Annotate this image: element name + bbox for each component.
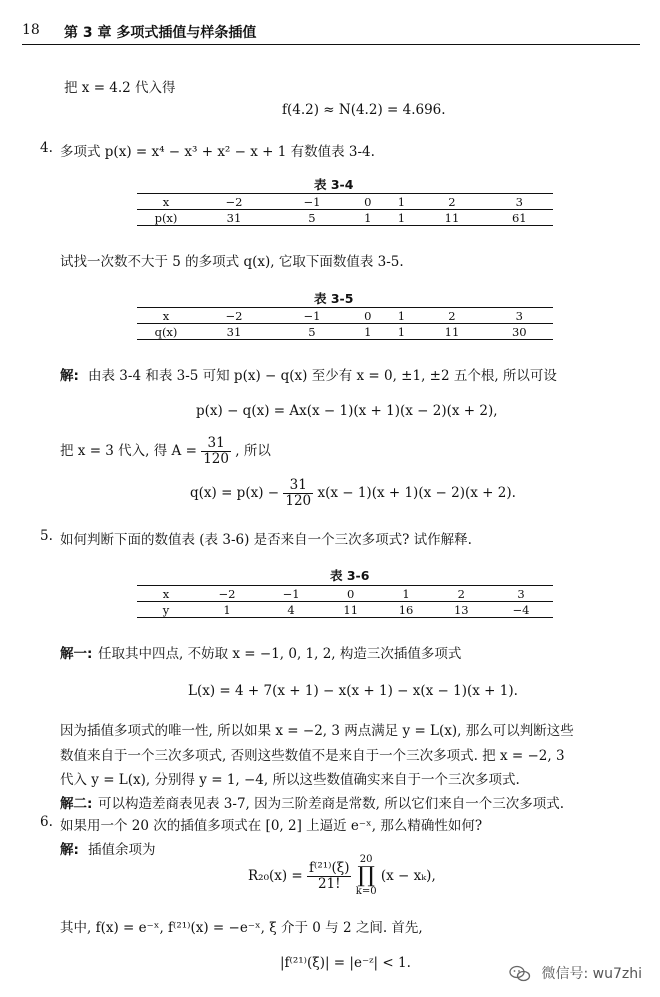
equation-rhs: (x − xₖ), xyxy=(380,868,436,884)
equation-pq-difference: p(x) − q(x) = Ax(x − 1)(x + 1)(x − 2)(x + 2), xyxy=(196,403,498,419)
table-3-5-caption: 表 3-5 xyxy=(314,291,354,306)
table-cell: q(x) xyxy=(137,324,195,340)
equation-bound: |f⁽²¹⁾(ξ)| = |e⁻ᶻ| < 1. xyxy=(280,955,411,971)
solution-label: 解: xyxy=(60,368,79,384)
table-cell: 4 xyxy=(259,602,323,618)
table-cell: 3 xyxy=(486,308,553,324)
equation-lhs: R₂₀(x) = xyxy=(248,868,303,884)
table-cell: 11 xyxy=(323,602,378,618)
table-cell: 2 xyxy=(418,308,485,324)
table-cell: 1 xyxy=(385,324,419,340)
table-3-5 xyxy=(137,307,553,340)
table-cell: 1 xyxy=(378,586,433,602)
paragraph-line: 代入 y = L(x), 分别得 y = 1, −4, 所以这些数值确实来自于一个三次多项式. xyxy=(60,772,520,788)
table-cell: 1 xyxy=(351,324,385,340)
intro-line: 把 x = 4.2 代入得 xyxy=(64,80,176,96)
table-cell: 0 xyxy=(351,308,385,324)
table-row xyxy=(137,324,553,340)
fraction-numerator: f⁽²¹⁾(ξ) xyxy=(309,859,350,876)
table-cell: 1 xyxy=(385,308,419,324)
table-cell: −1 xyxy=(259,586,323,602)
product-operator xyxy=(356,855,377,897)
substitution-post: , 所以 xyxy=(235,442,271,459)
fraction-denominator: 21! xyxy=(317,875,341,892)
table-cell: 30 xyxy=(486,324,553,340)
problem-4-text2: 试找一次数不大于 5 的多项式 q(x), 它取下面数值表 3-5. xyxy=(60,254,404,270)
table-cell: 11 xyxy=(418,210,485,226)
table-cell: y xyxy=(137,602,195,618)
chapter-title: 第 3 章 多项式插值与样条插值 xyxy=(64,25,257,41)
table-cell: 3 xyxy=(486,194,553,210)
fraction-remainder xyxy=(307,861,351,892)
table-3-6-caption: 表 3-6 xyxy=(330,568,370,583)
table-cell: −2 xyxy=(195,586,259,602)
equation-qx-post: x(x − 1)(x + 1)(x − 2)(x + 2). xyxy=(317,484,516,501)
problem-6-number: 6. xyxy=(40,814,53,830)
table-cell: 1 xyxy=(195,602,259,618)
table-cell: x xyxy=(137,586,195,602)
solution-2-text: 可以构造差商表见表 3-7, 因为三阶差商是常数, 所以它们来自一个三次多项式. xyxy=(98,796,564,812)
substitution-pre: 把 x = 3 代入, 得 A = xyxy=(60,442,197,459)
problem-5-number: 5. xyxy=(40,528,53,544)
table-cell: 1 xyxy=(385,210,419,226)
solution-1-label: 解一: xyxy=(60,646,93,662)
table-cell: x xyxy=(137,308,195,324)
table-cell: 5 xyxy=(273,324,351,340)
equation-Lx: L(x) = 4 + 7(x + 1) − x(x + 1) − x(x − 1)(x + 1). xyxy=(188,683,518,699)
table-cell: 2 xyxy=(434,586,489,602)
equation-f42: f(4.2) ≈ N(4.2) = 4.696. xyxy=(282,102,446,118)
page-number: 18 xyxy=(22,22,40,38)
table-cell: p(x) xyxy=(137,210,195,226)
table-cell: −1 xyxy=(273,194,351,210)
watermark xyxy=(509,963,642,983)
table-header-row xyxy=(137,308,553,324)
table-cell: 0 xyxy=(323,586,378,602)
table-3-4-caption: 表 3-4 xyxy=(314,177,354,192)
table-cell: 61 xyxy=(486,210,553,226)
table-cell: 3 xyxy=(489,586,553,602)
where-line: 其中, f(x) = e⁻ˣ, f⁽²¹⁾(x) = −e⁻ˣ, ξ 介于 0 与 2 之间. 首先, xyxy=(60,920,423,936)
table-cell: 1 xyxy=(385,194,419,210)
wechat-icon xyxy=(509,965,531,983)
solution-text: 由表 3-4 和表 3-5 可知 p(x) − q(x) 至少有 x = 0, ±1, ±2 五个根, 所以可设 xyxy=(88,368,557,384)
header-rule xyxy=(22,44,640,45)
solution-label: 解: xyxy=(60,842,79,858)
table-cell: −2 xyxy=(195,194,273,210)
table-cell: −1 xyxy=(273,308,351,324)
problem-4-number: 4. xyxy=(40,140,53,156)
product-upper: 20 xyxy=(359,854,373,865)
solution-text: 插值余项为 xyxy=(88,842,156,858)
table-cell: −2 xyxy=(195,308,273,324)
table-cell: 1 xyxy=(351,210,385,226)
equation-qx-pre: q(x) = p(x) − xyxy=(190,484,280,501)
table-cell: 2 xyxy=(418,194,485,210)
table-cell: x xyxy=(137,194,195,210)
table-row xyxy=(137,602,553,618)
fraction-numerator: 31 xyxy=(201,436,231,452)
problem-5-text: 如何判断下面的数值表 (表 3-6) 是否来自一个三次多项式? 试作解释. xyxy=(60,532,472,548)
table-cell: 13 xyxy=(434,602,489,618)
table-3-6 xyxy=(137,585,553,618)
problem-6-text: 如果用一个 20 次的插值多项式在 [0, 2] 上逼近 e⁻ˣ, 那么精确性如何? xyxy=(60,818,483,834)
solution-2-label: 解二: xyxy=(60,796,93,812)
fraction-denominator: 120 xyxy=(285,492,312,509)
equation-remainder xyxy=(248,855,436,905)
table-cell: 16 xyxy=(378,602,433,618)
watermark-text: 微信号: wu7zhi xyxy=(541,966,642,982)
fraction-denominator: 120 xyxy=(203,450,229,467)
product-lower: k=0 xyxy=(355,886,377,897)
table-row xyxy=(137,210,553,226)
paragraph-line: 因为插值多项式的唯一性, 所以如果 x = −2, 3 两点满足 y = L(x), 那么可以判断这些 xyxy=(60,723,574,739)
product-symbol: ∏ xyxy=(357,863,375,888)
table-header-row xyxy=(137,194,553,210)
table-3-4 xyxy=(137,193,553,226)
equation-qx xyxy=(190,478,516,509)
table-cell: 31 xyxy=(195,324,273,340)
paragraph-line: 数值来自于一个三次多项式, 否则这些数值不是来自于一个三次多项式. 把 x = −2, 3 xyxy=(60,748,565,764)
fraction-coefficient xyxy=(283,478,313,509)
solution-1-text: 任取其中四点, 不妨取 x = −1, 0, 1, 2, 构造三次插值多项式 xyxy=(98,646,462,662)
problem-4-text: 多项式 p(x) = x⁴ − x³ + x² − x + 1 有数值表 3-4. xyxy=(60,144,375,160)
table-cell: 11 xyxy=(418,324,485,340)
table-cell: 31 xyxy=(195,210,273,226)
substitution-line xyxy=(60,436,271,467)
table-cell: 0 xyxy=(351,194,385,210)
fraction-A xyxy=(201,436,231,467)
table-cell: −4 xyxy=(489,602,553,618)
fraction-numerator: 31 xyxy=(283,478,313,494)
table-cell: 5 xyxy=(273,210,351,226)
table-header-row xyxy=(137,586,553,602)
